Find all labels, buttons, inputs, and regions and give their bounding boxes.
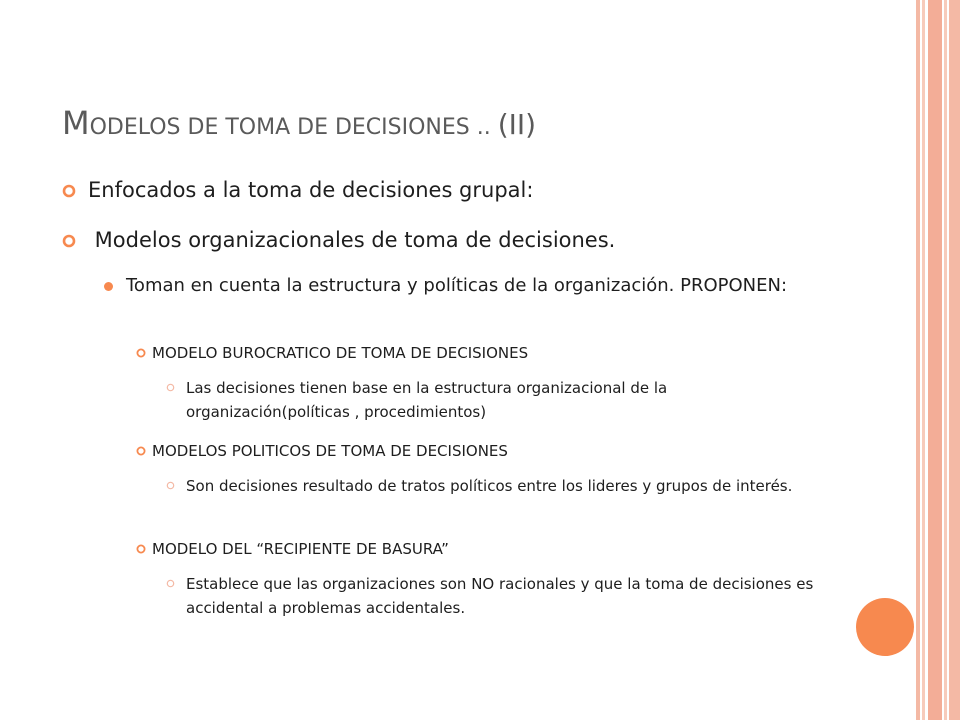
small-circle-outline-bullet-icon [166,579,175,588]
decorative-orange-circle [856,598,914,656]
circle-outline-bullet-icon [136,446,146,456]
list-item-text: MODELO BUROCRATICO DE TOMA DE DECISIONES [152,344,529,362]
stripe [944,0,947,720]
stripe [949,0,960,720]
title-suffix: (II) [497,108,537,141]
circle-outline-bullet-icon [62,234,76,248]
list-item-text: Toman en cuenta la estructura y políticas de la organización. PROPONEN: [126,275,788,296]
stripe [916,0,920,720]
list-item-text: MODELO DEL “RECIPIENTE DE BASURA” [152,540,449,558]
list-item-text: Modelos organizacionales de toma de decisiones. [88,228,616,252]
stripe [922,0,925,720]
small-circle-outline-bullet-icon [166,383,175,392]
small-circle-outline-bullet-icon [166,481,175,490]
title-rest: ODELOS DE TOMA DE DECISIONES .. [89,115,498,140]
list-item-text: Son decisiones resultado de tratos políticos entre los lideres y grupos de interés. [186,477,793,495]
slide-title [62,104,536,142]
circle-outline-bullet-icon [136,544,146,554]
filled-circle-bullet-icon [104,282,113,291]
circle-outline-bullet-icon [136,348,146,358]
list-item-text: Las decisiones tienen base en la estructura organizacional de la organización(políticas , procedimientos) [186,379,668,421]
list-item-text: Enfocados a la toma de decisiones grupal: [88,178,534,202]
list-item-text: Establece que las organizaciones son NO racionales y que la toma de decisiones es accidental a problemas accidentales. [186,575,814,617]
stripe [928,0,942,720]
circle-outline-bullet-icon [62,184,76,198]
title-first-letter: M [62,104,90,142]
decorative-stripes [916,0,960,720]
list-item-text: MODELOS POLITICOS DE TOMA DE DECISIONES [152,442,508,460]
